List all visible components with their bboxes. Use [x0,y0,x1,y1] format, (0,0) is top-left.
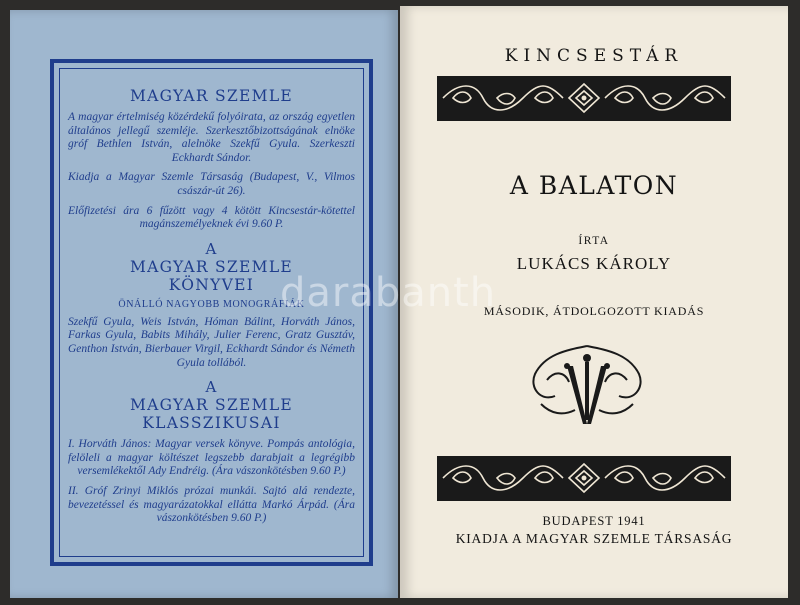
left-page [10,10,398,598]
magyar-szemle-heading: MAGYAR SZEMLE [129,87,294,105]
classics-heading-a: A [205,378,218,397]
publisher-address: Kiadja a Magyar Szemle Társaság (Budapest, V., Vilmos császár-út 26). [68,171,355,197]
series-name: KINCSESTÁR [504,46,684,66]
classics-heading-b: MAGYAR SZEMLE [129,396,294,415]
author-name: LUKÁCS KÁROLY [516,254,672,273]
watermark: darabanth [280,270,497,316]
journal-description: A magyar értelmiség közérdekű folyóirata, az ország egyetlen általános jellegű szemléje. Szerkesztőbizottságának elnöke gróf Bethlen István, alelnöke Szekfű Gyula. Szerkeszti Eckhardt Sándor. [68,111,355,164]
written-by-label: ÍRTA [578,235,610,247]
floral-ornament-icon [439,78,729,119]
books-heading-b: MAGYAR SZEMLE [129,257,294,276]
monogram-emblem-icon [527,340,647,432]
classic-item-1: I. Horváth János: Magyar versek könyve. Pompás antológia, felöleli a magyar költészet legszebb darabjait a legrégibb versemlékektől Ady Endréig. (Ára vászonkötésben 9.60 P.) [68,438,355,478]
books-heading-c: KÖNYVEI [168,275,255,294]
books-heading-a: A [205,239,218,258]
advert-frame-inner [59,68,364,557]
classic-item-2: II. Gróf Zrinyi Miklós prózai munkái. Sajtó alá rendezte, bevezetéssel és magyarázatokkal ellátta Markó Árpád. (Ára vászonkötésben 9.60 P.) [68,484,355,525]
publisher-line: KIADJA A MAGYAR SZEMLE TÁRSASÁG [455,531,733,546]
place-year: BUDAPEST 1941 [542,514,646,528]
floral-ornament-icon [439,458,729,499]
monographs-subtitle: ÖNÁLLÓ NAGYOBB MONOGRÁFIÁK [118,298,305,310]
ornament-band-bottom [437,456,731,501]
classics-heading-c: KLASSZIKUSAI [142,414,281,433]
book-title: A BALATON [509,171,679,200]
subscription-price: Előfizetési ára 6 fűzött vagy 4 kötött Kincsestár-kötettel magánszemélyeknek évi 9.60 P. [68,204,355,231]
monograph-authors: Szekfű Gyula, Weis István, Hóman Bálint, Horváth János, Farkas Gyula, Babits Mihály, Julier Ferenc, Gratz Gusztáv, Genthon István, Bierbauer Virgil, Eckhardt Sándor és Németh Gyula tollából. [68,315,355,369]
right-page [400,6,788,598]
ornament-band-top [437,76,731,121]
edition-note: MÁSODIK, ÁTDOLGOZOTT KIADÁS [483,304,705,318]
advert-frame [50,59,373,566]
